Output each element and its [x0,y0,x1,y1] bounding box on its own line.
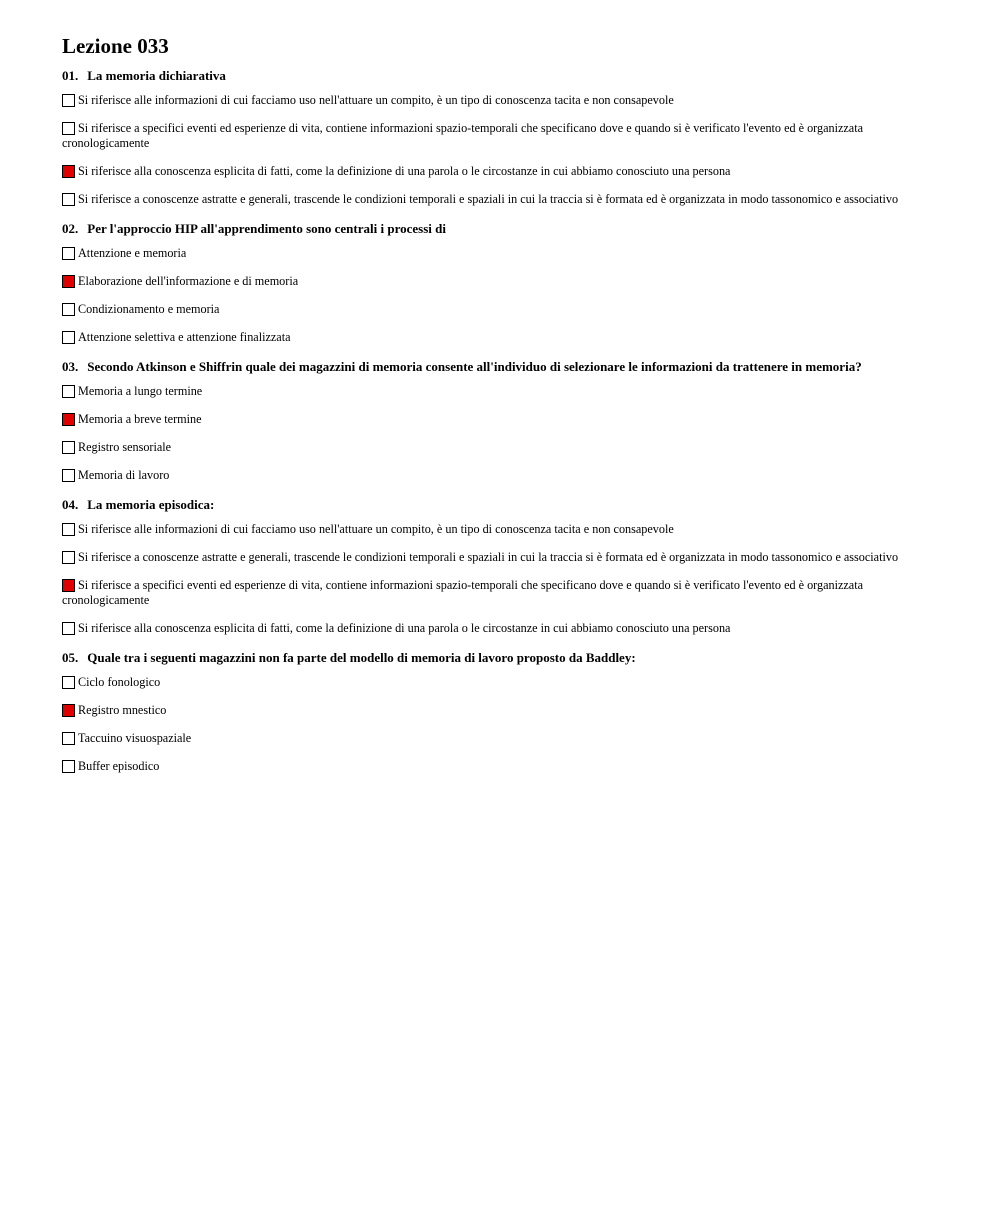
checkbox-icon[interactable] [62,441,75,454]
lesson-title: Lezione 033 [62,34,169,58]
answer-option[interactable] [62,412,932,427]
answer-text: Elaborazione dell'informazione e di memoria [78,274,299,288]
answer-option[interactable] [62,468,932,483]
checkbox-icon[interactable] [62,193,75,206]
answer-text: Ciclo fonologico [78,675,161,689]
question-text: Secondo Atkinson e Shiffrin quale dei magazzini di memoria consente all'individuo di selezionare le informazioni da trattenere in memoria? [87,359,862,374]
answer-text: Si riferisce alla conoscenza esplicita di fatti, come la definizione di una parola o le circostanze in cui abbiamo conosciuto una persona [78,164,731,178]
question-heading [62,221,932,237]
answer-option[interactable] [62,621,932,636]
answer-option[interactable] [62,759,932,774]
question-02 [62,221,932,345]
answer-text: Si riferisce a specifici eventi ed esperienze di vita, contiene informazioni spazio-temporali che specificano dove e quando si è verificato l'evento ed è organizzata cronologicamente [62,578,864,607]
answer-text: Attenzione selettiva e attenzione finalizzata [78,330,291,344]
answer-text: Attenzione e memoria [78,246,187,260]
answer-option[interactable] [62,330,932,345]
checkbox-icon[interactable] [62,551,75,564]
checkbox-icon[interactable] [62,622,75,635]
answer-option[interactable] [62,164,932,179]
question-03 [62,359,932,483]
checkbox-icon[interactable] [62,275,75,288]
answer-option[interactable] [62,731,932,746]
checkbox-icon[interactable] [62,579,75,592]
checkbox-icon[interactable] [62,413,75,426]
answer-text: Registro mnestico [78,703,167,717]
answer-text: Buffer episodico [78,759,160,773]
question-number: 01. [62,68,79,83]
answer-option[interactable] [62,274,932,289]
answer-text: Registro sensoriale [78,440,172,454]
answer-option[interactable] [62,246,932,261]
question-number: 04. [62,497,79,512]
checkbox-icon[interactable] [62,760,75,773]
question-heading [62,650,932,666]
question-05 [62,650,932,774]
answer-text: Memoria di lavoro [78,468,170,482]
question-number: 05. [62,650,79,665]
question-text: La memoria dichiarativa [87,68,226,83]
answer-text: Condizionamento e memoria [78,302,220,316]
checkbox-icon[interactable] [62,704,75,717]
checkbox-icon[interactable] [62,165,75,178]
answer-option[interactable] [62,192,932,207]
question-heading [62,359,932,375]
answer-text: Si riferisce alle informazioni di cui facciamo uso nell'attuare un compito, è un tipo di conoscenza tacita e non consapevole [78,522,674,536]
question-01 [62,68,932,207]
answer-option[interactable] [62,703,932,718]
answer-option[interactable] [62,550,932,565]
checkbox-icon[interactable] [62,676,75,689]
checkbox-icon[interactable] [62,469,75,482]
answer-option[interactable] [62,302,932,317]
question-text: La memoria episodica: [87,497,215,512]
question-heading [62,497,932,513]
answer-text: Memoria a lungo termine [78,384,203,398]
answer-option[interactable] [62,675,932,690]
answer-option[interactable] [62,384,932,399]
answer-option[interactable] [62,93,932,108]
answer-option[interactable] [62,121,932,151]
quiz-page [62,34,932,788]
question-text: Per l'approccio HIP all'apprendimento sono centrali i processi di [87,221,446,236]
checkbox-icon[interactable] [62,247,75,260]
checkbox-icon[interactable] [62,732,75,745]
question-number: 03. [62,359,79,374]
answer-text: Si riferisce alle informazioni di cui facciamo uso nell'attuare un compito, è un tipo di conoscenza tacita e non consapevole [78,93,674,107]
checkbox-icon[interactable] [62,122,75,135]
question-number: 02. [62,221,79,236]
answer-text: Si riferisce a conoscenze astratte e generali, trascende le condizioni temporali e spaziali in cui la traccia si è formata ed è organizzata in modo tassonomico e associativo [78,550,899,564]
answer-text: Si riferisce a specifici eventi ed esperienze di vita, contiene informazioni spazio-temporali che specificano dove e quando si è verificato l'evento ed è organizzata cronologicamente [62,121,864,150]
answer-option[interactable] [62,522,932,537]
question-heading [62,68,932,84]
question-text: Quale tra i seguenti magazzini non fa parte del modello di memoria di lavoro proposto da Baddley: [87,650,636,665]
answer-option[interactable] [62,440,932,455]
answer-text: Memoria a breve termine [78,412,202,426]
checkbox-icon[interactable] [62,331,75,344]
checkbox-icon[interactable] [62,385,75,398]
answer-text: Si riferisce a conoscenze astratte e generali, trascende le condizioni temporali e spaziali in cui la traccia si è formata ed è organizzata in modo tassonomico e associativo [78,192,899,206]
checkbox-icon[interactable] [62,523,75,536]
question-04 [62,497,932,636]
answer-text: Si riferisce alla conoscenza esplicita di fatti, come la definizione di una parola o le circostanze in cui abbiamo conosciuto una persona [78,621,731,635]
answer-text: Taccuino visuospaziale [78,731,192,745]
answer-option[interactable] [62,578,932,608]
checkbox-icon[interactable] [62,94,75,107]
checkbox-icon[interactable] [62,303,75,316]
